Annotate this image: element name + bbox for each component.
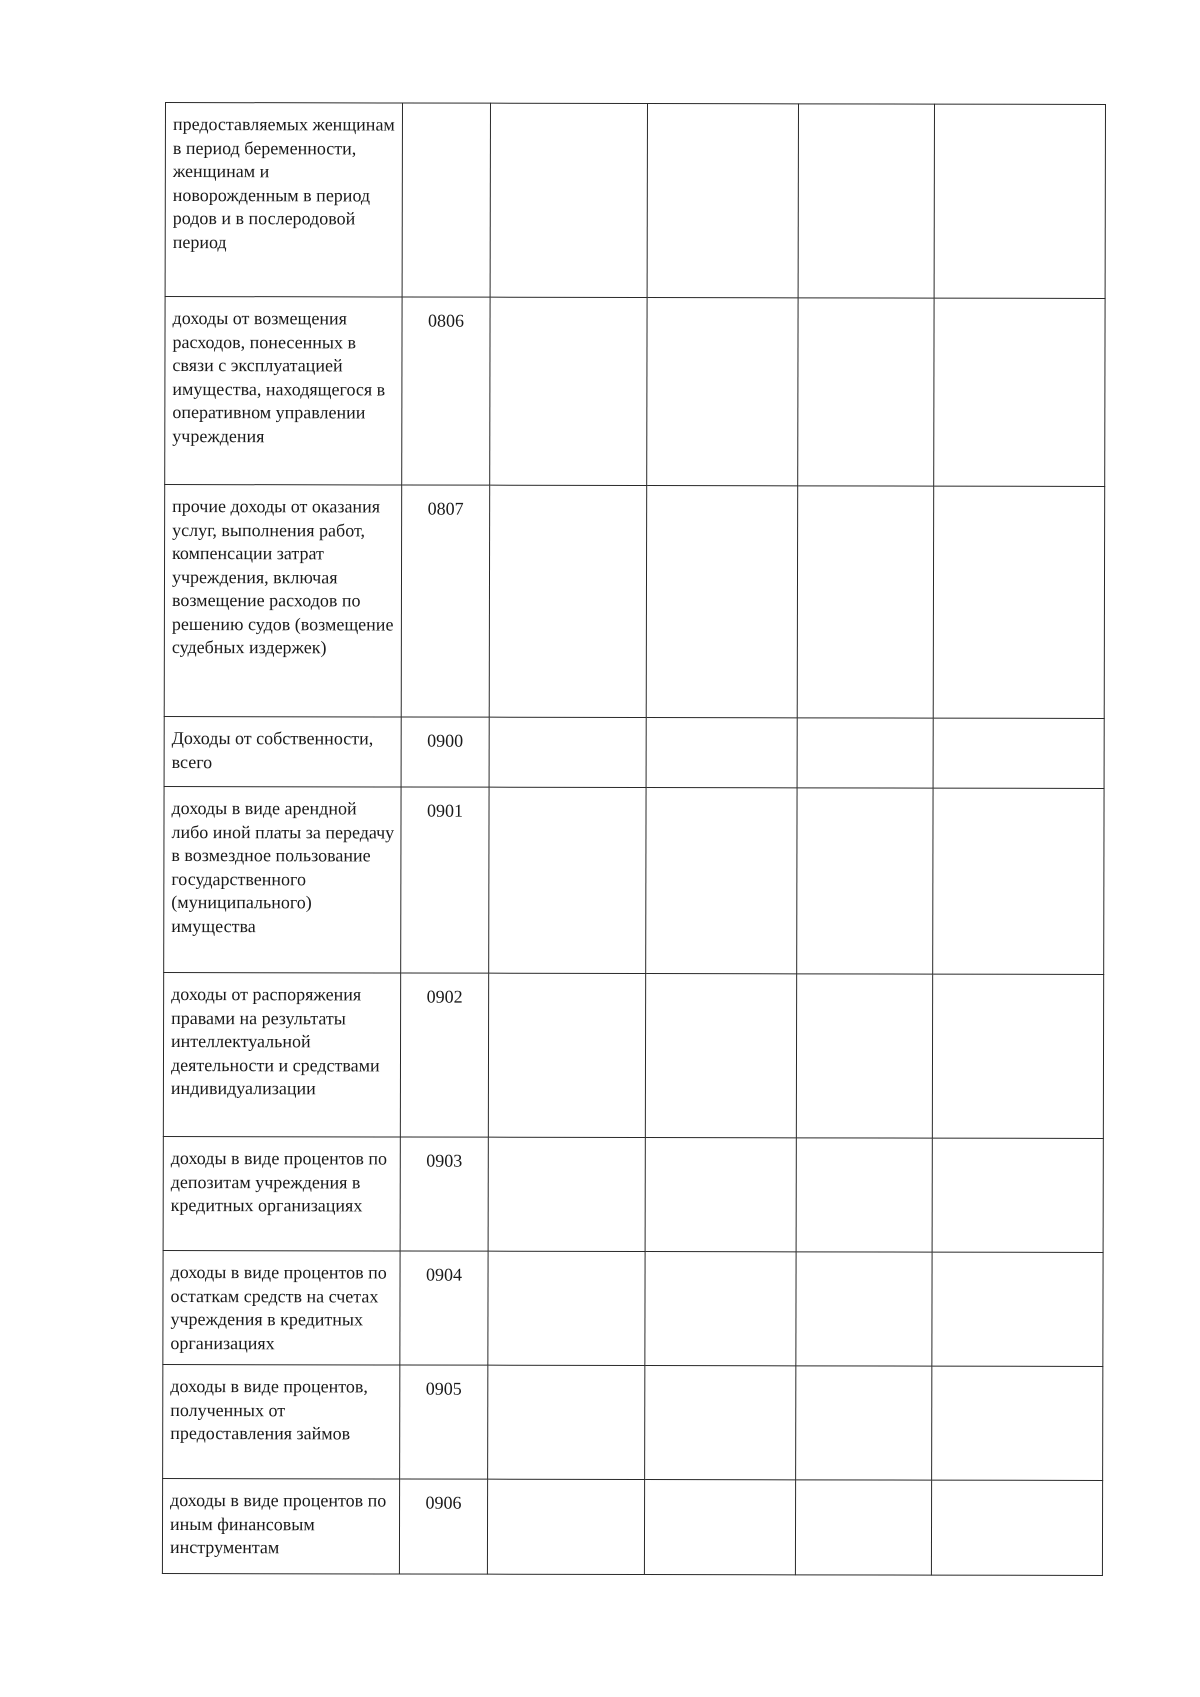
row-code: 0904 [400, 1251, 488, 1365]
table-row [164, 485, 1104, 719]
value-cell [488, 1137, 645, 1251]
value-cell [797, 788, 933, 974]
value-cell [646, 788, 797, 974]
row-code: 0905 [400, 1365, 488, 1479]
row-code: 0900 [401, 717, 489, 787]
row-description: доходы от возмещения расходов, понесенных в связи с эксплуатацией имущества, находящегося в оперативном управлении учреждения [165, 297, 402, 485]
table-row [163, 972, 1103, 1138]
table-row [163, 1364, 1103, 1480]
row-code: 0906 [399, 1479, 487, 1574]
value-cell [933, 788, 1104, 974]
row-description: доходы в виде процентов по иным финансовым инструментам [162, 1478, 399, 1573]
value-cell [796, 1366, 932, 1480]
value-cell [645, 1252, 796, 1366]
value-cell [488, 1251, 645, 1365]
value-cell [490, 103, 647, 297]
table-row [165, 297, 1105, 487]
table-row [163, 1136, 1103, 1252]
value-cell [932, 974, 1103, 1138]
value-cell [798, 104, 934, 298]
value-cell [796, 1138, 932, 1252]
value-cell [646, 486, 797, 718]
value-cell [932, 1138, 1103, 1252]
value-cell [645, 1366, 796, 1480]
table-row [164, 786, 1104, 974]
value-cell [797, 486, 933, 718]
row-description: доходы в виде процентов по остаткам средств на счетах учреждения в кредитных организациях [163, 1250, 400, 1364]
row-description: предоставляемых женщинам в период беременности, женщинам и новорожденным в период родов и в послеродовой период [165, 103, 402, 297]
table-row [164, 716, 1104, 788]
value-cell [645, 1138, 796, 1252]
value-cell [489, 787, 646, 973]
value-cell [796, 1252, 932, 1366]
value-cell [646, 718, 797, 788]
row-description: доходы в виде процентов по депозитам учреждения в кредитных организациях [163, 1136, 400, 1250]
value-cell [931, 1480, 1102, 1575]
value-cell [489, 717, 646, 787]
row-code: 0903 [400, 1137, 488, 1251]
table-body [162, 103, 1105, 1576]
value-cell [647, 298, 798, 486]
value-cell [796, 974, 932, 1138]
value-cell [933, 486, 1104, 718]
row-description: доходы в виде процентов, полученных от предоставления займов [163, 1364, 400, 1478]
value-cell [932, 1366, 1103, 1480]
value-cell [488, 1365, 645, 1479]
row-code [402, 103, 490, 297]
value-cell [795, 1480, 931, 1575]
row-description: доходы от распоряжения правами на результаты интеллектуальной деятельности и средствами индивидуализации [163, 972, 400, 1136]
row-description: Доходы от собственности, всего [164, 716, 401, 786]
row-code: 0902 [400, 973, 488, 1137]
value-cell [645, 974, 796, 1138]
value-cell [647, 104, 798, 298]
row-code: 0807 [401, 485, 489, 717]
value-cell [932, 1252, 1103, 1366]
value-cell [490, 297, 647, 485]
value-cell [798, 298, 934, 486]
value-cell [489, 485, 646, 717]
table-row [162, 1478, 1102, 1575]
value-cell [487, 1479, 644, 1574]
table-row [163, 1250, 1103, 1366]
income-report-table [162, 102, 1106, 1576]
value-cell [488, 973, 645, 1137]
value-cell [933, 718, 1104, 788]
row-description: доходы в виде арендной либо иной платы за передачу в возмездное пользование государственного (муниципального) имущества [164, 786, 401, 972]
value-cell [644, 1480, 795, 1575]
value-cell [934, 298, 1105, 486]
row-description: прочие доходы от оказания услуг, выполнения работ, компенсации затрат учреждения, включая возмещение расходов по решению судов (возмещение судебных издержек) [164, 485, 401, 717]
table-row [165, 103, 1105, 299]
row-code: 0806 [402, 297, 490, 485]
value-cell [797, 718, 933, 788]
value-cell [934, 104, 1105, 298]
row-code: 0901 [401, 787, 489, 973]
